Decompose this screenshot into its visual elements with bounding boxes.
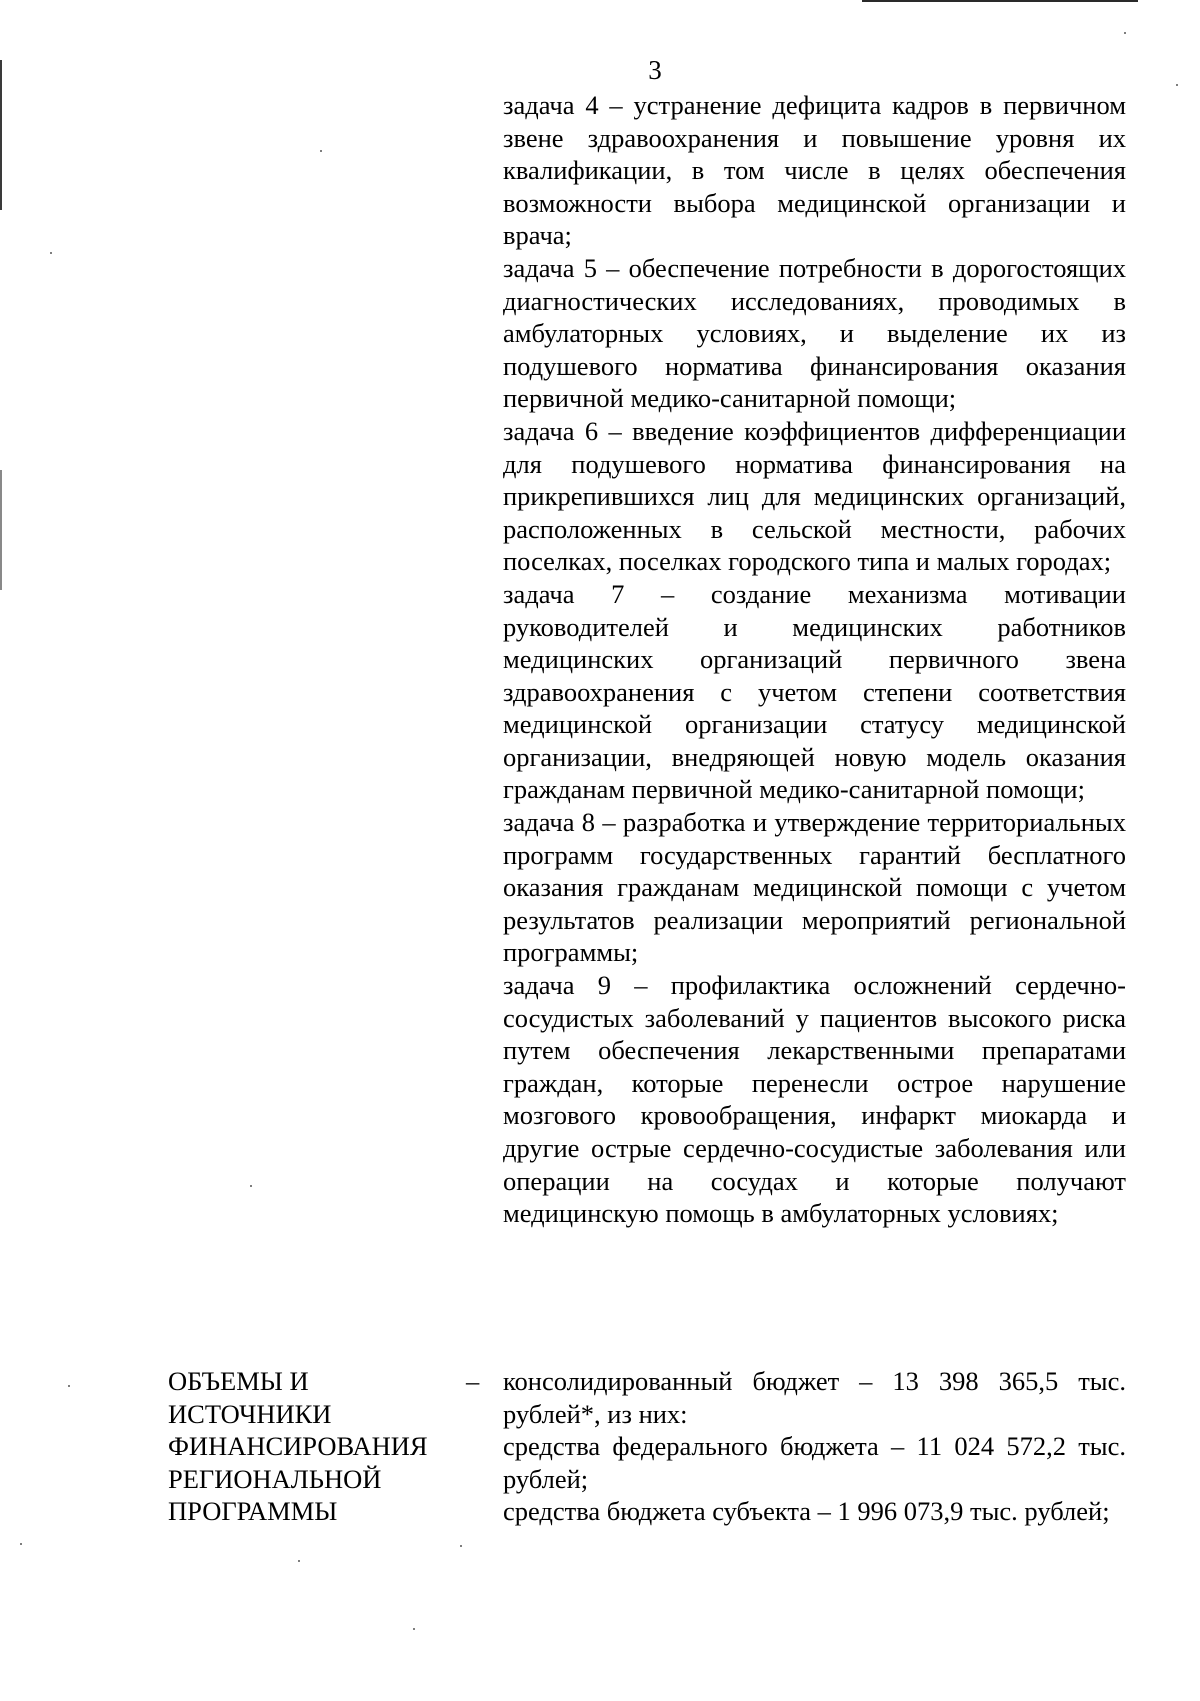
task-item: задача 8 – разработка и утверждение территориальных программ государственных гарантий бесплатного оказания гражданам медицинской помощи с учетом результатов реализации мероприятий региональной программы;	[503, 807, 1126, 968]
scan-speck	[20, 1543, 22, 1545]
funding-dash: –	[466, 1366, 480, 1396]
scan-speck	[298, 1560, 300, 1562]
funding-label-line: ИСТОЧНИКИ	[168, 1398, 332, 1429]
funding-section-label	[168, 1365, 478, 1528]
tasks-list	[503, 89, 1126, 1230]
funding-label-line: ОБЪЕМЫ И	[168, 1366, 309, 1396]
scan-speck	[460, 1545, 462, 1547]
scan-speck	[1124, 32, 1126, 34]
funding-item: средства федерального бюджета – 11 024 572,2 тыс. рублей;	[503, 1431, 1126, 1494]
funding-label-line: ФИНАНСИРОВАНИЯ	[168, 1431, 428, 1462]
scan-speck	[68, 1385, 70, 1387]
task-item: задача 4 – устранение дефицита кадров в первичном звене здравоохранения и повышение уровня их квалификации, в том числе в целях обеспечения возможности выбора медицинской организации и врача;	[503, 90, 1126, 251]
funding-details	[503, 1365, 1126, 1528]
funding-item: средства бюджета субъекта – 1 996 073,9 тыс. рублей;	[503, 1496, 1110, 1527]
scan-speck	[320, 150, 322, 152]
scan-speck	[250, 1185, 252, 1187]
scan-speck	[413, 1628, 415, 1630]
page-number: 3	[648, 55, 662, 85]
funding-label-line: РЕГИОНАЛЬНОЙ	[168, 1463, 382, 1494]
scan-speck	[50, 252, 52, 254]
scan-left-edge-lower	[0, 470, 2, 590]
funding-label-line: ПРОГРАММЫ	[168, 1496, 338, 1527]
task-item: задача 5 – обеспечение потребности в дорогостоящих диагностических исследованиях, проводимых в амбулаторных условиях, и выделение их из подушевого норматива финансирования оказания первичной медико-санитарной помощи;	[503, 252, 1126, 414]
task-item: задача 7 – создание механизма мотивации руководителей и медицинских работников медицинских организаций первичного звена здравоохранения с учетом степени соответствия медицинской организации статусу медицинской организации, внедряющей новую модель оказания гражданам первичной медико-санитарной помощи;	[503, 578, 1126, 805]
task-item: задача 6 – введение коэффициентов дифференциации для подушевого норматива финансирования на прикрепившихся лиц для медицинских организаций, расположенных в сельской местности, рабочих поселках, поселках городского типа и малых городах;	[503, 415, 1126, 577]
task-item: задача 9 – профилактика осложнений сердечно-сосудистых заболеваний у пациентов высокого риска путем обеспечения лекарственными препаратами граждан, которые перенесли острое нарушение мозгового кровообращения, инфаркт миокарда и другие острые сердечно-сосудистые заболевания или операции на сосудах и которые получают медицинскую помощь в амбулаторных условиях;	[503, 970, 1126, 1229]
funding-item: консолидированный бюджет – 13 398 365,5 тыс. рублей*, из них:	[503, 1366, 1126, 1429]
scan-top-line	[862, 0, 1138, 2]
